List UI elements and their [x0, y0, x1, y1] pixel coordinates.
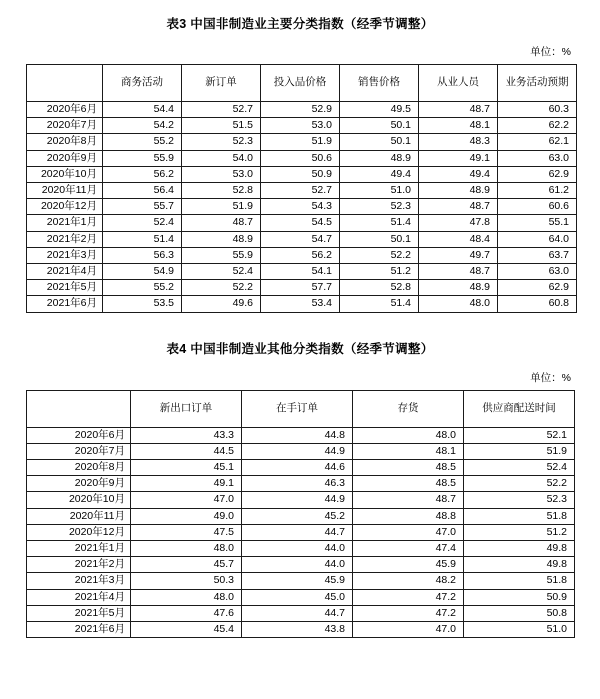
table4-block: [0, 339, 600, 639]
cell-value: 51.2: [464, 524, 575, 540]
cell-value: 51.9: [182, 199, 261, 215]
cell-value: 44.0: [242, 557, 353, 573]
cell-value: 49.1: [419, 150, 498, 166]
cell-value: 60.3: [498, 102, 577, 118]
cell-value: 48.3: [419, 134, 498, 150]
row-label: 2021年6月: [27, 296, 103, 312]
table-row: [27, 492, 575, 508]
cell-value: 62.2: [498, 118, 577, 134]
row-label: 2021年3月: [27, 573, 131, 589]
cell-value: 53.4: [261, 296, 340, 312]
cell-value: 52.2: [464, 476, 575, 492]
row-label: 2020年7月: [27, 443, 131, 459]
row-label: 2020年11月: [27, 508, 131, 524]
cell-value: 48.9: [419, 280, 498, 296]
cell-value: 51.5: [182, 118, 261, 134]
cell-value: 49.8: [464, 541, 575, 557]
cell-value: 51.9: [261, 134, 340, 150]
row-label: 2020年12月: [27, 199, 103, 215]
cell-value: 48.7: [419, 264, 498, 280]
table-row: [27, 166, 577, 182]
document-page: [0, 14, 600, 699]
cell-value: 54.0: [182, 150, 261, 166]
cell-value: 64.0: [498, 231, 577, 247]
cell-value: 52.4: [103, 215, 182, 231]
table4-header-corner: [27, 390, 131, 427]
cell-value: 48.5: [353, 460, 464, 476]
cell-value: 62.9: [498, 280, 577, 296]
cell-value: 44.8: [242, 427, 353, 443]
table-row: [27, 215, 577, 231]
cell-value: 56.2: [261, 247, 340, 263]
cell-value: 54.4: [103, 102, 182, 118]
table4-unit: 单位：%: [530, 371, 571, 384]
cell-value: 49.1: [131, 476, 242, 492]
cell-value: 44.5: [131, 443, 242, 459]
table3-header-new-orders: 新订单: [182, 65, 261, 102]
cell-value: 53.0: [182, 166, 261, 182]
cell-value: 45.7: [131, 557, 242, 573]
row-label: 2021年1月: [27, 215, 103, 231]
cell-value: 54.7: [261, 231, 340, 247]
cell-value: 50.6: [261, 150, 340, 166]
cell-value: 48.9: [419, 183, 498, 199]
cell-value: 48.0: [131, 541, 242, 557]
cell-value: 45.4: [131, 622, 242, 638]
cell-value: 50.3: [131, 573, 242, 589]
table4-header-new-export-orders: 新出口订单: [131, 390, 242, 427]
cell-value: 45.9: [242, 573, 353, 589]
table3-body: [27, 102, 577, 313]
cell-value: 44.0: [242, 541, 353, 557]
table3-header-employment: 从业人员: [419, 65, 498, 102]
cell-value: 49.6: [182, 296, 261, 312]
cell-value: 51.0: [340, 183, 419, 199]
table-row: [27, 247, 577, 263]
cell-value: 44.6: [242, 460, 353, 476]
row-label: 2020年10月: [27, 492, 131, 508]
table-row: [27, 280, 577, 296]
cell-value: 43.3: [131, 427, 242, 443]
cell-value: 45.1: [131, 460, 242, 476]
cell-value: 49.5: [340, 102, 419, 118]
cell-value: 52.4: [182, 264, 261, 280]
cell-value: 48.4: [419, 231, 498, 247]
table-row: [27, 427, 575, 443]
cell-value: 49.4: [340, 166, 419, 182]
table-row: [27, 199, 577, 215]
cell-value: 47.4: [353, 541, 464, 557]
row-label: 2020年8月: [27, 134, 103, 150]
cell-value: 48.2: [353, 573, 464, 589]
table4-header-inventory: 存货: [353, 390, 464, 427]
cell-value: 53.0: [261, 118, 340, 134]
cell-value: 47.8: [419, 215, 498, 231]
cell-value: 61.2: [498, 183, 577, 199]
table-row: [27, 605, 575, 621]
cell-value: 51.2: [340, 264, 419, 280]
cell-value: 52.8: [182, 183, 261, 199]
cell-value: 45.0: [242, 589, 353, 605]
cell-value: 60.8: [498, 296, 577, 312]
cell-value: 49.4: [419, 166, 498, 182]
cell-value: 52.4: [464, 460, 575, 476]
cell-value: 47.2: [353, 589, 464, 605]
cell-value: 54.1: [261, 264, 340, 280]
cell-value: 50.1: [340, 134, 419, 150]
cell-value: 52.7: [182, 102, 261, 118]
cell-value: 55.9: [182, 247, 261, 263]
table3: [26, 64, 577, 313]
table4: [26, 390, 575, 639]
cell-value: 56.4: [103, 183, 182, 199]
cell-value: 48.8: [353, 508, 464, 524]
table3-block: [0, 14, 600, 313]
table3-unit: 单位：%: [530, 46, 571, 58]
table-row: [27, 118, 577, 134]
cell-value: 53.5: [103, 296, 182, 312]
table-row: [27, 589, 575, 605]
cell-value: 51.4: [103, 231, 182, 247]
cell-value: 50.1: [340, 118, 419, 134]
table3-title: 表3 中国非制造业主要分类指数（经季节调整）: [166, 17, 434, 31]
cell-value: 51.9: [464, 443, 575, 459]
table-row: [27, 524, 575, 540]
table-row: [27, 102, 577, 118]
cell-value: 54.5: [261, 215, 340, 231]
cell-value: 57.7: [261, 280, 340, 296]
row-label: 2021年5月: [27, 280, 103, 296]
cell-value: 44.9: [242, 492, 353, 508]
cell-value: 51.4: [340, 215, 419, 231]
cell-value: 45.2: [242, 508, 353, 524]
row-label: 2020年7月: [27, 118, 103, 134]
cell-value: 47.6: [131, 605, 242, 621]
row-label: 2020年10月: [27, 166, 103, 182]
cell-value: 47.0: [353, 622, 464, 638]
cell-value: 44.7: [242, 524, 353, 540]
cell-value: 52.3: [464, 492, 575, 508]
cell-value: 49.0: [131, 508, 242, 524]
cell-value: 52.8: [340, 280, 419, 296]
row-label: 2021年4月: [27, 589, 131, 605]
table4-body: [27, 427, 575, 638]
table3-header-row: [27, 65, 577, 102]
table-row: [27, 573, 575, 589]
row-label: 2021年4月: [27, 264, 103, 280]
row-label: 2020年12月: [27, 524, 131, 540]
row-label: 2020年9月: [27, 476, 131, 492]
cell-value: 55.9: [103, 150, 182, 166]
cell-value: 63.0: [498, 150, 577, 166]
cell-value: 43.8: [242, 622, 353, 638]
table4-title: 表4 中国非制造业其他分类指数（经季节调整）: [166, 341, 434, 356]
table3-header-expectations: 业务活动预期: [498, 65, 577, 102]
cell-value: 63.0: [498, 264, 577, 280]
table-row: [27, 460, 575, 476]
cell-value: 44.7: [242, 605, 353, 621]
row-label: 2020年6月: [27, 427, 131, 443]
cell-value: 52.9: [261, 102, 340, 118]
cell-value: 48.7: [353, 492, 464, 508]
table-row: [27, 443, 575, 459]
cell-value: 55.7: [103, 199, 182, 215]
row-label: 2021年6月: [27, 622, 131, 638]
cell-value: 48.1: [353, 443, 464, 459]
cell-value: 48.7: [419, 102, 498, 118]
table-row: [27, 134, 577, 150]
table-row: [27, 508, 575, 524]
table-row: [27, 150, 577, 166]
row-label: 2020年9月: [27, 150, 103, 166]
cell-value: 55.1: [498, 215, 577, 231]
cell-value: 48.0: [353, 427, 464, 443]
cell-value: 48.1: [419, 118, 498, 134]
cell-value: 52.3: [182, 134, 261, 150]
cell-value: 52.2: [182, 280, 261, 296]
row-label: 2021年2月: [27, 231, 103, 247]
cell-value: 52.2: [340, 247, 419, 263]
cell-value: 60.6: [498, 199, 577, 215]
cell-value: 54.2: [103, 118, 182, 134]
cell-value: 62.9: [498, 166, 577, 182]
cell-value: 51.8: [464, 508, 575, 524]
cell-value: 47.0: [131, 492, 242, 508]
row-label: 2020年8月: [27, 460, 131, 476]
cell-value: 44.9: [242, 443, 353, 459]
row-label: 2020年6月: [27, 102, 103, 118]
cell-value: 50.9: [464, 589, 575, 605]
cell-value: 48.9: [340, 150, 419, 166]
cell-value: 49.8: [464, 557, 575, 573]
table4-header-backlog-orders: 在手订单: [242, 390, 353, 427]
table-row: [27, 264, 577, 280]
table-row: [27, 541, 575, 557]
table3-header-input-prices: 投入品价格: [261, 65, 340, 102]
cell-value: 48.7: [182, 215, 261, 231]
cell-value: 48.7: [419, 199, 498, 215]
row-label: 2021年2月: [27, 557, 131, 573]
cell-value: 48.5: [353, 476, 464, 492]
cell-value: 47.5: [131, 524, 242, 540]
table3-header-business-activity: 商务活动: [103, 65, 182, 102]
cell-value: 54.9: [103, 264, 182, 280]
cell-value: 47.0: [353, 524, 464, 540]
cell-value: 51.4: [340, 296, 419, 312]
table4-header-row: [27, 390, 575, 427]
cell-value: 63.7: [498, 247, 577, 263]
cell-value: 49.7: [419, 247, 498, 263]
cell-value: 54.3: [261, 199, 340, 215]
cell-value: 50.1: [340, 231, 419, 247]
cell-value: 48.0: [131, 589, 242, 605]
table-row: [27, 476, 575, 492]
cell-value: 48.9: [182, 231, 261, 247]
cell-value: 56.2: [103, 166, 182, 182]
row-label: 2020年11月: [27, 183, 103, 199]
cell-value: 51.8: [464, 573, 575, 589]
cell-value: 55.2: [103, 280, 182, 296]
row-label: 2021年3月: [27, 247, 103, 263]
table-row: [27, 557, 575, 573]
cell-value: 62.1: [498, 134, 577, 150]
table-row: [27, 183, 577, 199]
table-row: [27, 622, 575, 638]
cell-value: 55.2: [103, 134, 182, 150]
cell-value: 50.9: [261, 166, 340, 182]
cell-value: 50.8: [464, 605, 575, 621]
table3-header-corner: [27, 65, 103, 102]
cell-value: 45.9: [353, 557, 464, 573]
table-row: [27, 296, 577, 312]
cell-value: 51.0: [464, 622, 575, 638]
cell-value: 56.3: [103, 247, 182, 263]
table-row: [27, 231, 577, 247]
cell-value: 52.3: [340, 199, 419, 215]
cell-value: 52.1: [464, 427, 575, 443]
cell-value: 52.7: [261, 183, 340, 199]
row-label: 2021年1月: [27, 541, 131, 557]
table3-header-sales-prices: 销售价格: [340, 65, 419, 102]
cell-value: 47.2: [353, 605, 464, 621]
cell-value: 48.0: [419, 296, 498, 312]
table4-header-supplier-delivery-time: 供应商配送时间: [464, 390, 575, 427]
row-label: 2021年5月: [27, 605, 131, 621]
cell-value: 46.3: [242, 476, 353, 492]
